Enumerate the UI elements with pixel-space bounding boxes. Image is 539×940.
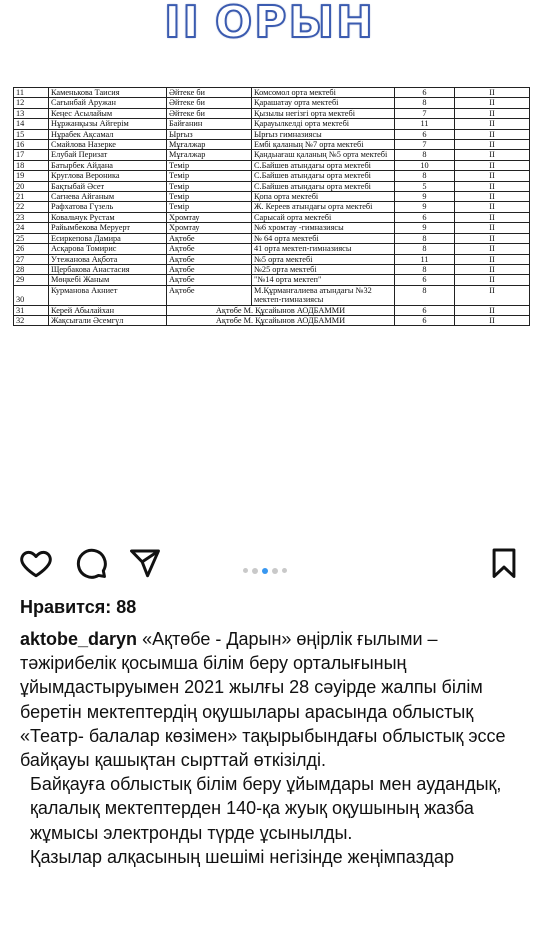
grade-cell: 11	[395, 119, 455, 129]
grade-cell: 6	[395, 212, 455, 222]
district-name: Ақтөбе	[167, 275, 252, 285]
row-number: 26	[14, 244, 49, 254]
school-name: Қарауылкелді орта мектебі	[252, 119, 395, 129]
place-cell: II	[455, 223, 530, 233]
row-number: 21	[14, 192, 49, 202]
row-number: 25	[14, 233, 49, 243]
student-name: Елубай Перизат	[49, 150, 167, 160]
place-cell: II	[455, 119, 530, 129]
carousel-dot[interactable]	[252, 568, 258, 574]
grade-cell: 8	[395, 98, 455, 108]
student-name: Курманова Акниет	[49, 285, 167, 305]
place-cell: II	[455, 202, 530, 212]
school-name: Ырғыз гимназиясы	[252, 129, 395, 139]
row-number: 11	[14, 88, 49, 98]
table-row	[14, 192, 530, 202]
district-school-merged: Ақтөбе М. Құсайынов АОДБАММИ	[167, 315, 395, 325]
student-name: Смайлова Назерке	[49, 140, 167, 150]
place-cell: II	[455, 192, 530, 202]
table-row	[14, 108, 530, 118]
place-cell: II	[455, 275, 530, 285]
district-name: Темір	[167, 202, 252, 212]
student-name: Райымбекова Меруерт	[49, 223, 167, 233]
table-row	[14, 254, 530, 264]
school-name: Комсомол орта мектебі	[252, 88, 395, 98]
row-number: 12	[14, 98, 49, 108]
student-name: Ковальчук Рустам	[49, 212, 167, 222]
student-name: Круглова Вероника	[49, 171, 167, 181]
school-name: М.Құрманғалиева атындағы №32 мектеп-гимназиясы	[252, 285, 395, 305]
grade-cell: 8	[395, 171, 455, 181]
student-name: Асқарова Томирис	[49, 244, 167, 254]
school-name: Қандыағаш қаланың №5 орта мектебі	[252, 150, 395, 160]
table-row	[14, 285, 530, 305]
row-number: 30	[14, 285, 49, 305]
district-name: Хромтау	[167, 212, 252, 222]
table-row	[14, 140, 530, 150]
place-cell: II	[455, 160, 530, 170]
row-number: 28	[14, 264, 49, 274]
grade-cell: 10	[395, 160, 455, 170]
school-name: Қопа орта мектебі	[252, 192, 395, 202]
student-name: Бақтыбай Әсет	[49, 181, 167, 191]
district-name: Ақтөбе	[167, 233, 252, 243]
row-number: 20	[14, 181, 49, 191]
student-name: Сағынбай Аружан	[49, 98, 167, 108]
caption-paragraph-3: Қазылар алқасының шешімі негізінде жеңімпаздар	[30, 846, 454, 867]
grade-cell: 6	[395, 88, 455, 98]
student-name: Утежанова Ақбота	[49, 254, 167, 264]
table-row	[14, 244, 530, 254]
student-name: Мөңкебі Жаным	[49, 275, 167, 285]
district-name: Мұғалжар	[167, 140, 252, 150]
district-name: Ақтөбе	[167, 254, 252, 264]
table-row	[14, 129, 530, 139]
place-cell: II	[455, 140, 530, 150]
student-name: Нұржанқызы Айгерім	[49, 119, 167, 129]
row-number: 15	[14, 129, 49, 139]
table-row	[14, 212, 530, 222]
results-table	[13, 87, 530, 326]
grade-cell: 7	[395, 140, 455, 150]
grade-cell: 8	[395, 244, 455, 254]
district-name: Байғанин	[167, 119, 252, 129]
district-name: Ақтөбе	[167, 285, 252, 305]
row-number: 29	[14, 275, 49, 285]
student-name: Нұрабек Ақсамал	[49, 129, 167, 139]
grade-cell: 8	[395, 285, 455, 305]
place-cell: II	[455, 264, 530, 274]
student-name: Кеңес Асылайым	[49, 108, 167, 118]
table-row	[14, 88, 530, 98]
district-name: Хромтау	[167, 223, 252, 233]
grade-cell: 11	[395, 254, 455, 264]
table-row	[14, 160, 530, 170]
grade-cell: 6	[395, 275, 455, 285]
place-heading	[0, 0, 539, 48]
table-row	[14, 150, 530, 160]
school-name: 41 орта мектеп-гимназиясы	[252, 244, 395, 254]
caption-paragraph-2: Байқауға облыстық білім беру ұйымдары мен аудандық, қалалық мектептерден 140-қа жуық оқушының жазба жұмысы электронды түрде ұсынылды.	[30, 774, 502, 843]
place-cell: II	[455, 315, 530, 325]
table-row	[14, 171, 530, 181]
school-name: Ембі қаланың №7 орта мектебі	[252, 140, 395, 150]
place-cell: II	[455, 254, 530, 264]
student-name: Жақсығали Әсемгүл	[49, 315, 167, 325]
carousel-indicator[interactable]	[243, 562, 291, 570]
caption-paragraph-1	[20, 627, 525, 772]
district-name: Темір	[167, 160, 252, 170]
place-cell: II	[455, 150, 530, 160]
student-name: Рафхатова Гүзель	[49, 202, 167, 212]
district-name: Ақтөбе	[167, 244, 252, 254]
caption-text-1: «Ақтөбе - Дарын» өңірлік ғылыми – тәжірибелік қосымша білім беру орталығының ұйымдастыруымен 2021 жылғы 28 сәуірде жалпы білім беретін мектептердің оқушылары арасында облыстық «Театр- балалар көзімен» тақырыбындағы облыстық эссе байқауы қашықтан сырттай өткізілді.	[20, 629, 506, 771]
place-cell: II	[455, 212, 530, 222]
grade-cell: 8	[395, 150, 455, 160]
caption-username[interactable]: aktobe_daryn	[20, 629, 138, 649]
row-number: 31	[14, 305, 49, 315]
row-number: 24	[14, 223, 49, 233]
row-number: 17	[14, 150, 49, 160]
student-name: Батырбек Айдана	[49, 160, 167, 170]
school-name: С.Байшев атындағы орта мектебі	[252, 171, 395, 181]
school-name: № 64 орта мектебі	[252, 233, 395, 243]
place-roman-numeral: II	[164, 0, 201, 48]
row-number: 22	[14, 202, 49, 212]
table-row	[14, 264, 530, 274]
grade-cell: 5	[395, 181, 455, 191]
heart-icon[interactable]	[19, 546, 53, 580]
carousel-dot-active[interactable]	[262, 568, 268, 574]
school-name: С.Байшев атындағы орта мектебі	[252, 160, 395, 170]
place-word: ОРЫН	[214, 0, 375, 48]
table-row	[14, 233, 530, 243]
row-number: 19	[14, 171, 49, 181]
district-name: Әйтеке би	[167, 88, 252, 98]
grade-cell: 6	[395, 305, 455, 315]
place-cell: II	[455, 181, 530, 191]
place-cell: II	[455, 88, 530, 98]
comment-icon[interactable]	[74, 546, 108, 580]
student-name: Сағнева Айганым	[49, 192, 167, 202]
table-row	[14, 305, 530, 315]
student-name: Щербакова Анастасия	[49, 264, 167, 274]
place-cell: II	[455, 108, 530, 118]
school-name: Ж. Кереев атындағы орта мектебі	[252, 202, 395, 212]
school-name: №25 орта мектебі	[252, 264, 395, 274]
school-name: Сарысай орта мектебі	[252, 212, 395, 222]
table-row	[14, 223, 530, 233]
table-row	[14, 275, 530, 285]
row-number: 32	[14, 315, 49, 325]
place-cell: II	[455, 171, 530, 181]
table-row	[14, 181, 530, 191]
place-cell: II	[455, 244, 530, 254]
district-name: Әйтеке би	[167, 108, 252, 118]
school-name: Қызылы негізгі орта мектебі	[252, 108, 395, 118]
bookmark-icon[interactable]	[487, 546, 521, 580]
table-row	[14, 315, 530, 325]
row-number: 27	[14, 254, 49, 264]
school-name: С.Байшев атындағы орта мектебі	[252, 181, 395, 191]
place-cell: II	[455, 285, 530, 305]
district-name: Темір	[167, 181, 252, 191]
district-name: Ырғыз	[167, 129, 252, 139]
district-name: Мұғалжар	[167, 150, 252, 160]
table-row	[14, 119, 530, 129]
school-name: №5 орта мектебі	[252, 254, 395, 264]
table-row	[14, 202, 530, 212]
grade-cell: 9	[395, 202, 455, 212]
district-name: Темір	[167, 171, 252, 181]
school-name: Қарашатау орта мектебі	[252, 98, 395, 108]
grade-cell: 9	[395, 192, 455, 202]
place-cell: II	[455, 98, 530, 108]
district-name: Ақтөбе	[167, 264, 252, 274]
row-number: 13	[14, 108, 49, 118]
row-number: 18	[14, 160, 49, 170]
table-row	[14, 98, 530, 108]
student-name: Каменькова Таисия	[49, 88, 167, 98]
grade-cell: 8	[395, 233, 455, 243]
row-number: 16	[14, 140, 49, 150]
student-name: Есиркепова Дамира	[49, 233, 167, 243]
carousel-dot[interactable]	[272, 568, 278, 574]
grade-cell: 6	[395, 129, 455, 139]
student-name: Керей Абылайхан	[49, 305, 167, 315]
grade-cell: 6	[395, 315, 455, 325]
row-number: 23	[14, 212, 49, 222]
paper-plane-icon[interactable]	[128, 546, 162, 580]
grade-cell: 7	[395, 108, 455, 118]
district-school-merged: Ақтөбе М. Құсайынов АОДБАММИ	[167, 305, 395, 315]
place-cell: II	[455, 233, 530, 243]
school-name: "№14 орта мектеп"	[252, 275, 395, 285]
grade-cell: 8	[395, 264, 455, 274]
place-cell: II	[455, 305, 530, 315]
place-cell: II	[455, 129, 530, 139]
district-name: Темір	[167, 192, 252, 202]
likes-count[interactable]: Нравится: 88	[20, 597, 137, 617]
row-number: 14	[14, 119, 49, 129]
district-name: Әйтеке би	[167, 98, 252, 108]
grade-cell: 9	[395, 223, 455, 233]
post-caption	[20, 627, 525, 869]
school-name: №6 хромтау -гимназиясы	[252, 223, 395, 233]
